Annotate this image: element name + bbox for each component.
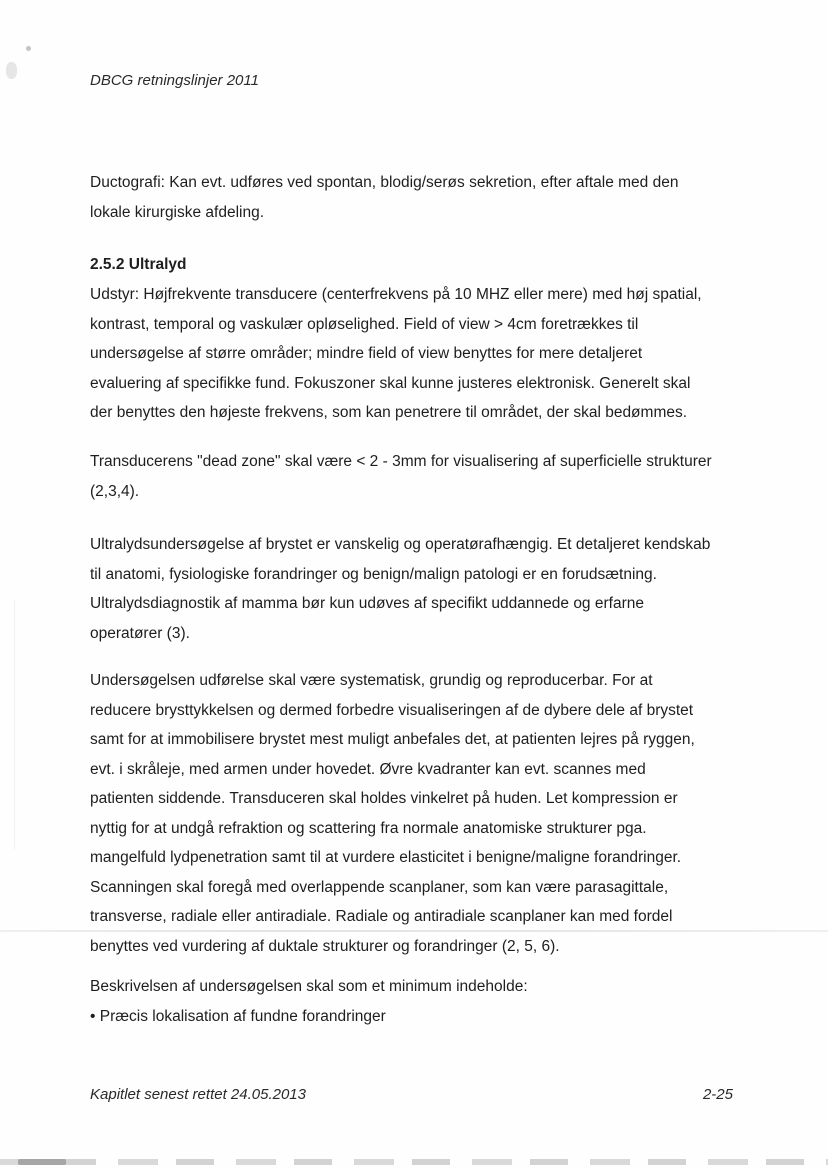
section-heading-ultralyd: 2.5.2 Ultralyd	[90, 256, 187, 273]
scan-bottom-edge	[0, 1159, 828, 1165]
paragraph-ductografi	[90, 168, 788, 227]
scan-vertical-line	[14, 600, 15, 850]
footer-page-number: 2-25	[702, 1086, 733, 1103]
scan-smudge	[6, 62, 17, 79]
text-line: der benyttes den højeste frekvens, som kan penetrere til området, der skal bedømmes.	[90, 404, 688, 421]
text-line: patienten siddende. Transduceren skal holdes vinkelret på huden. Let kompression er	[90, 790, 678, 807]
text-line: undersøgelse af større områder; mindre field of view benyttes for mere detaljeret	[90, 345, 643, 362]
text-line: Scanningen skal foregå med overlappende scanplaner, som kan være parasagittale,	[90, 878, 669, 896]
text-line: Ultralydsundersøgelse af brystet er vanskelig og operatørafhængig. Et detaljeret kendskab	[90, 536, 711, 553]
footer-revision-date: Kapitlet senest rettet 24.05.2013	[90, 1086, 306, 1103]
paragraph-undersoegelsen	[90, 666, 788, 961]
paragraph-dead-zone	[90, 447, 788, 506]
text-line: operatører (3).	[90, 624, 190, 642]
text-line: evt. i skråleje, med armen under hovedet. Øvre kvadranter kan evt. scannes med	[90, 760, 646, 778]
text-line: Undersøgelsen udførelse skal være systematisk, grundig og reproducerbar. For at	[90, 672, 653, 689]
text-line: lokale kirurgiske afdeling.	[90, 203, 265, 221]
paragraph-beskrivelsen	[90, 972, 788, 1031]
paragraph-udstyr	[90, 280, 788, 428]
text-line: til anatomi, fysiologiske forandringer og benign/malign patologi er en forudsætning.	[90, 565, 657, 583]
page-footer	[90, 1086, 733, 1103]
text-line: benyttes ved vurdering af duktale strukturer og forandringer (2, 5, 6).	[90, 937, 560, 955]
bullet-item: • Præcis lokalisation af fundne forandringer	[90, 1007, 386, 1025]
text-line: nyttig for at undgå refraktion og scattering fra normale anatomiske strukturer pga.	[90, 819, 647, 837]
text-line: evaluering af specifikke fund. Fokuszoner skal kunne justeres elektronisk. Generelt skal	[90, 374, 691, 392]
text-line: Transducerens "dead zone" skal være < 2 - 3mm for visualisering af superficielle strukturer	[90, 453, 712, 470]
text-line: Ultralydsdiagnostik af mamma bør kun udøves af specifikt uddannede og erfarne	[90, 595, 644, 612]
running-header: DBCG retningslinjer 2011	[90, 72, 259, 89]
scan-speckle	[26, 46, 31, 51]
text-line: samt for at immobilisere brystet mest muligt anbefales det, at patienten lejres på ryggen,	[90, 731, 695, 748]
text-line: (2,3,4).	[90, 482, 140, 500]
text-line: mangelfuld lydpenetration samt til at vurdere elasticitet i benigne/maligne forandringer.	[90, 849, 682, 866]
text-line: reducere brysttykkelsen og dermed forbedre visualiseringen af de dybere dele af brystet	[90, 701, 694, 719]
paragraph-ultralydsundersoegelse	[90, 530, 788, 648]
text-line: Ductografi: Kan evt. udføres ved spontan, blodig/serøs sekretion, efter aftale med den	[90, 174, 679, 191]
text-line: Beskrivelsen af undersøgelsen skal som et minimum indeholde:	[90, 978, 528, 995]
text-line: Udstyr: Højfrekvente transducere (centerfrekvens på 10 MHZ eller mere) med høj spatial,	[90, 286, 702, 303]
text-line: kontrast, temporal og vaskulær opløselighed. Field of view > 4cm foretrækkes til	[90, 315, 639, 333]
text-line: transverse, radiale eller antiradiale. Radiale og antiradiale scanplaner kan med fordel	[90, 908, 673, 925]
scan-bottom-edge-dash	[18, 1159, 66, 1165]
